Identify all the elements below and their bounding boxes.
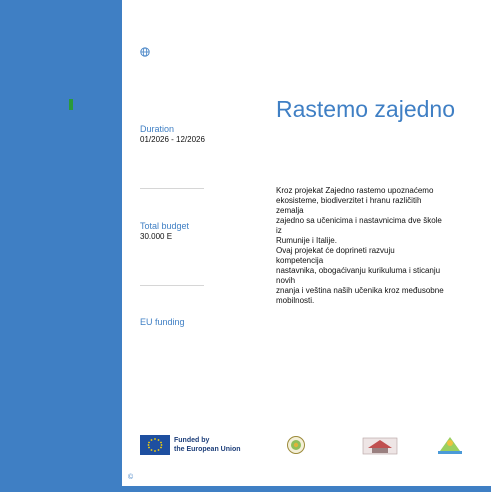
divider (140, 188, 204, 189)
description-line: znanja i veština naših učenika kroz međusobne (276, 286, 444, 295)
description-line: zajedno sa učenicima i nastavnicima dve škole (276, 216, 442, 225)
eu-funding-logo (140, 435, 241, 455)
copyright-mark: © (128, 474, 134, 481)
partner-logo-nature (436, 434, 464, 456)
green-marker (69, 99, 73, 110)
description-line: iz (276, 226, 282, 235)
description-line: zemalja (276, 206, 304, 215)
description-line: ekosisteme, biodiverzitet i hranu različitih (276, 196, 422, 205)
duration-value: 01/2026 - 12/2026 (140, 135, 205, 144)
description-line: Kroz projekat Zajedno rastemo upoznaćemo (276, 186, 434, 195)
eu-logo-line1: Funded by (174, 437, 210, 444)
description-line: nastavnika, obogaćivanju kurikuluma i sticanju (276, 266, 441, 275)
globe-icon[interactable] (140, 47, 150, 57)
page-title: Rastemo zajedno (276, 96, 455, 122)
project-description (276, 186, 444, 306)
eu-flag-icon (140, 435, 170, 455)
eu-logo-line2: the European Union (174, 446, 241, 453)
description-line: novih (276, 276, 296, 285)
description-line: Rumunije i Italije. (276, 236, 337, 245)
divider (140, 285, 204, 286)
partner-logo-building (362, 434, 398, 456)
description-line: mobilnosti. (276, 296, 315, 305)
description-line: kompetencija (276, 256, 324, 265)
eu-funding-label: EU funding (140, 317, 185, 327)
left-sidebar-bar (0, 0, 122, 492)
description-line: Ovaj projekat će doprineti razvuju (276, 246, 395, 255)
budget-value: 30.000 E (140, 232, 173, 241)
bottom-accent-strip (122, 486, 491, 492)
partner-logo-school (286, 434, 306, 456)
duration-label: Duration (140, 124, 175, 134)
budget-label: Total budget (140, 221, 190, 231)
